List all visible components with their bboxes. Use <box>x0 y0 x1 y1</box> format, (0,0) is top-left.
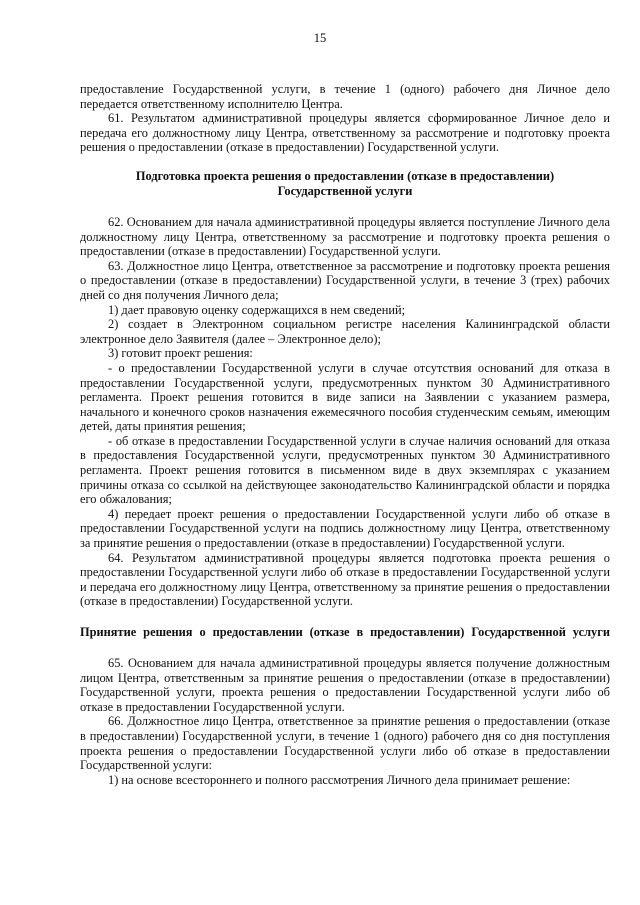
paragraph-62: 62. Основанием для начала административной процедуры является поступление Личного дела должностному лицу Центра, ответственному за рассмотрение и подготовку проекта решения о предоставлении (отказе в предоставлении) Государственной услуги. <box>80 214 610 259</box>
section-heading-decision: Принятие решения о предоставлении (отказе в предоставлении) Государственной услуги <box>80 625 610 639</box>
list-item-63-3: 3) готовит проект решения: <box>108 346 253 361</box>
paragraph-61: 61. Результатом административной процедуры является сформированное Личное дело и передача его должностному лицу Центра, ответственному за рассмотрение и подготовку проекта решения о предоставлении (отказе в предоставлении) Государственной услуги. <box>80 111 610 155</box>
sub-item-grant: - о предоставлении Государственной услуги в случае отсутствия оснований для отказа в предоставлении Государственной услуги, предусмотренных пунктом 30 Административного регламента. Проект решения готовится в виде записи на Заявлении с указанием размера, начального и конечного сроков назначения ежемесячного пособия студенческим семьям, имеющим детей, даты принятия решения; <box>80 360 610 434</box>
list-item-63-1: 1) дает правовую оценку содержащихся в нем сведений; <box>108 302 406 317</box>
list-item-66-1: 1) на основе всестороннего и полного рассмотрения Личного дела принимает решение: <box>108 772 571 787</box>
sub-item-refusal: - об отказе в предоставлении Государственной услуги в случае наличия оснований для отказа в предоставления Государственной услуги, предусмотренных пунктом 30 Административного регламента. Проект решения готовится в письменном виде в двух экземплярах с указанием причины отказа со ссылкой на действующее законодательство Калининградской области и порядка его обжалования; <box>80 433 610 507</box>
paragraph-64: 64. Результатом административной процедуры является подготовка проекта решения о предоставлении Государственной услуги либо об отказе в предоставлении Государственной услуги и передача его должностному лицу Центра, ответственному за принятие решения о предоставлении (отказе в предоставлении) Государственной услуги. <box>80 550 610 609</box>
document-body <box>80 82 610 787</box>
paragraph-63: 63. Должностное лицо Центра, ответственное за рассмотрение и подготовку проекта решения о предоставлении (отказе в предоставлении) Государственной услуги, в течение 3 (трех) рабочих дней со дня получения Личного дела; <box>80 258 610 302</box>
section-heading-draft-decision: Подготовка проекта решения о предоставлении (отказе в предоставлении) Государственной услуги <box>135 168 555 198</box>
paragraph-66: 66. Должностное лицо Центра, ответственное за принятие решения о предоставлении (отказе в предоставлении) Государственной услуги, в течение 1 (одного) рабочего дня со дня поступления проекта решения о предоставлении Государственной услуги либо об отказе в предоставлении Государственной услуги: <box>80 714 610 773</box>
list-item-63-4: 4) передает проект решения о предоставлении Государственной услуги либо об отказе в предоставлении Государственной услуги на подпись должностному лицу Центра, ответственному за принятие решения о предоставлении (отказе в предоставлении) Государственной услуги. <box>80 506 610 551</box>
page-number: 15 <box>313 31 327 45</box>
paragraph-65: 65. Основанием для начала административной процедуры является получение должностным лицом Центра, ответственным за принятие решения о предоставлении (отказе в предоставлении) Государственной услуги, проекта решения о предоставлении Государственной услуги либо об отказе в предоставлении Государственной услуги. <box>80 656 610 714</box>
list-item-63-2: 2) создает в Электронном социальном регистре населения Калининградской области электронное дело Заявителя (далее – Электронное дело); <box>80 317 610 346</box>
paragraph-continuation: предоставление Государственной услуги, в течение 1 (одного) рабочего дня Личное дело передается ответственному исполнителю Центра. <box>80 82 610 111</box>
